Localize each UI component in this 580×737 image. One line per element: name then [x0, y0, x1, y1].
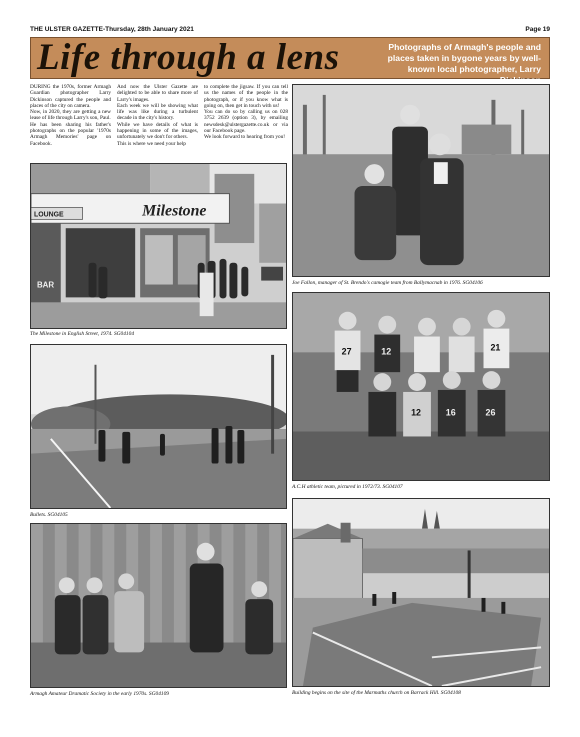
article-paragraph: to complete the jigsaw. If you can tell us the names of the people in the photograph, or if you know what is going on, then get in touch with us!: [204, 84, 288, 109]
building-image: [293, 499, 549, 686]
article-column-2: [117, 84, 198, 147]
article-paragraph: DURING the 1970s, former Armagh Guardian photographer Larry Dickinson captured the people and places of the city on camera.: [30, 84, 111, 109]
page-number: Page 19: [525, 26, 550, 33]
article-column-3: [204, 84, 288, 141]
photo-camogie: [292, 84, 550, 277]
lounge-sign: LOUNGE: [33, 211, 64, 219]
section-banner: [30, 37, 550, 85]
milestone-sign: Milestone: [142, 202, 207, 220]
milestone-image: [31, 164, 286, 328]
bib-number: 12: [381, 346, 392, 357]
article-paragraph: He has been sharing his father's photographs on the popular '1970s Armagh Memories' page on Facebook.: [30, 121, 111, 147]
caption-dramatic: Armagh Amateur Dramatic Society in the early 1970s. SG04109: [30, 691, 169, 697]
article-paragraph: Now, in 2020, they are getting a new lease of life through Larry's son, Paul.: [30, 109, 111, 122]
bullets-image: [31, 345, 286, 508]
caption-milestone: The Milestone in English Street, 1974. SG04104: [30, 331, 135, 337]
caption-camogie: Joe Fallon, manager of St. Brendo's camogie team from Ballymacnab in 1976. SG04106: [292, 280, 483, 286]
article-paragraph: Each week we will be showing what life was like during a turbulent decade in the city's history.: [117, 102, 198, 122]
banner-subtitle: Photographs of Armagh's people and places taken in bygone years by well-known local photographer, Larry Dickinson: [387, 42, 541, 85]
bib-number: 26: [485, 407, 496, 418]
article-column-1: [30, 84, 111, 147]
caption-building: Building begins on the site of the Marmaths church on Barrack Hill. SG04108: [292, 690, 461, 696]
bib-number: 21: [490, 342, 501, 353]
photo-bullets: [30, 344, 287, 509]
camogie-image: [293, 85, 549, 276]
photo-building: [292, 498, 550, 687]
article-paragraph: While we have details of what is happening in some of the images, unfortunately we don't for others.: [117, 121, 198, 141]
athletic-image: [293, 293, 549, 480]
photo-milestone: [30, 163, 287, 329]
article-paragraph: You can do so by calling us on 028 3752 2639 (option 3), by emailing newsdesk@ulstergazette.co.uk or via our Facebook page.: [204, 109, 288, 135]
publication-dateline: THE ULSTER GAZETTE-Thursday, 28th January 2021: [30, 26, 194, 33]
article-paragraph: This is where we need your help: [117, 140, 186, 147]
caption-bullets: Bullets. SG04105: [30, 512, 68, 518]
bar-sign: BAR: [36, 280, 55, 290]
caption-athletic: A.C.H athletic team, pictured in 1972/73. SG04107: [292, 484, 403, 490]
banner-title: Life through a lens: [37, 37, 340, 78]
photo-athletic: [292, 292, 550, 481]
bib-number: 12: [411, 407, 422, 418]
dramatic-image: [31, 524, 286, 687]
running-header: [30, 26, 550, 35]
bib-number: 27: [341, 346, 352, 357]
photo-dramatic: [30, 523, 287, 688]
article-paragraph: We look forward to hearing from you!: [204, 134, 286, 141]
bib-number: 16: [445, 407, 456, 418]
article-paragraph: And now the Ulster Gazette are delighted to be able to share more of Larry's images.: [117, 84, 198, 103]
